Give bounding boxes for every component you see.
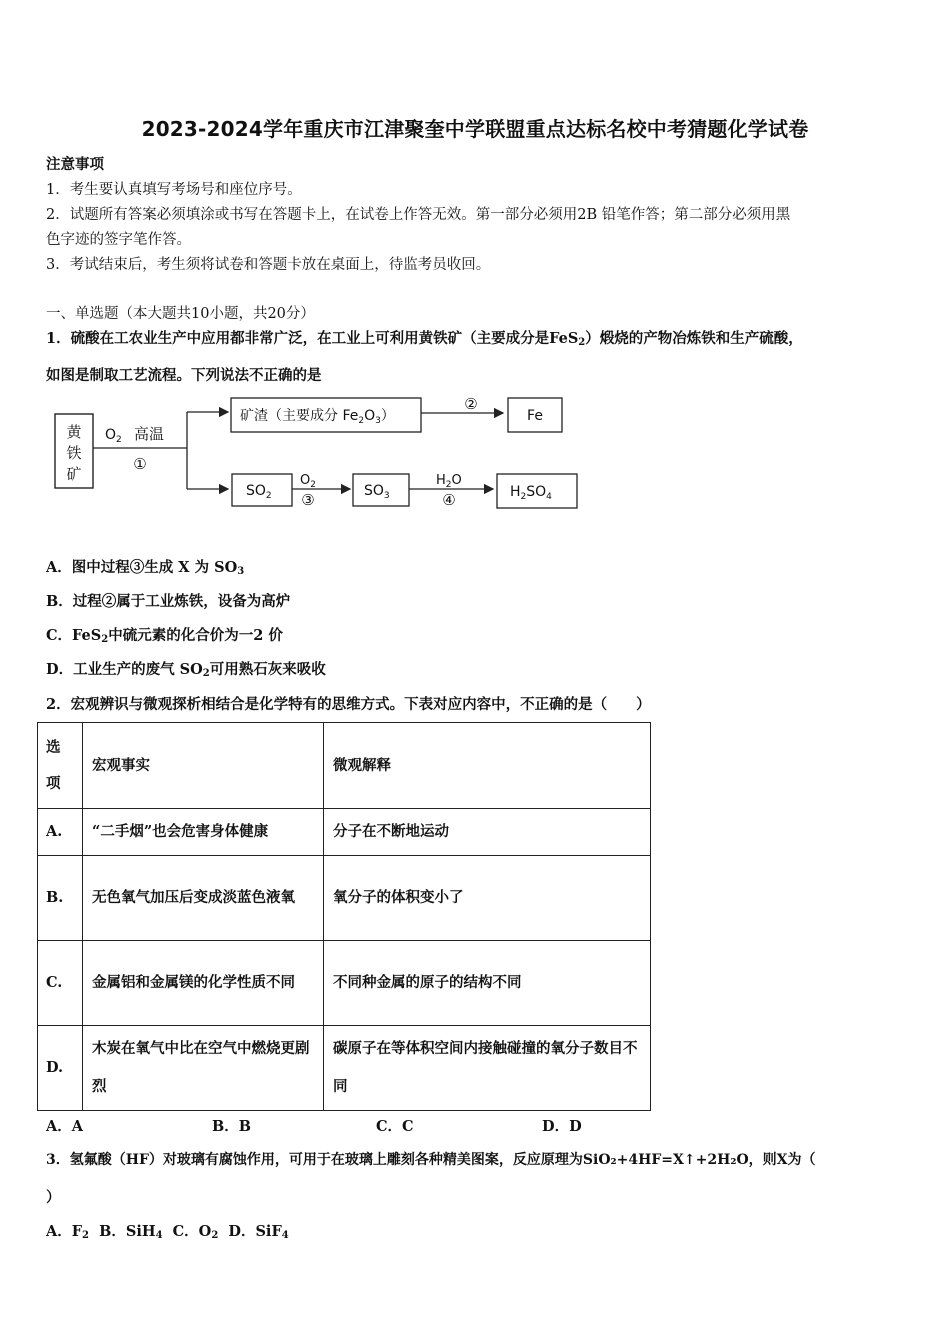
q1-stem-line2: 如图是制取工艺流程。下列说法不正确的是 (46, 367, 322, 384)
process-flow-diagram (50, 392, 590, 518)
q1-option-d: D．工业生产的废气 $SO_2$可用熟石灰来吸收 (46, 661, 326, 679)
step1-number: ① (133, 455, 147, 473)
ore-label: 矿 (66, 465, 82, 483)
step4-number: ④ (442, 491, 456, 509)
slag-label: 矿渣（主要成分 $Fe_2O_3$） (240, 408, 395, 426)
row-option: C. (38, 941, 83, 1026)
notice-item: 3．考试结束后，考生须将试卷和答题卡放在桌面上，待监考员收回。 (46, 257, 491, 273)
fe-label: Fe (527, 408, 543, 424)
step1-condition: 高温 (134, 425, 165, 443)
table-row (38, 1026, 651, 1111)
q1-option-b: B．过程②属于工业炼铁，设备为高炉 (46, 593, 291, 610)
row-micro: 分子在不断地运动 (324, 809, 651, 856)
table-row (38, 809, 651, 856)
row-macro: 金属铝和金属镁的化学性质不同 (83, 941, 324, 1026)
notice-item: 1．考生要认真填写考场号和座位序号。 (46, 182, 302, 198)
row-micro: 不同种金属的原子的结构不同 (324, 941, 651, 1026)
section-heading: 一、单选题（本大题共10小题，共20分） (46, 306, 315, 322)
q2-choices (46, 1115, 582, 1136)
row-micro: 碳原子在等体积空间内接触碰撞的氧分子数目不同 (324, 1026, 651, 1111)
notice-heading: 注意事项 (46, 156, 104, 173)
header-macro: 宏观事实 (83, 723, 324, 809)
q3-stem-line2: ） (46, 1189, 61, 1206)
q1-option-c: C．FeS$_2$中硫元素的化合价为一2 价 (46, 627, 283, 645)
table-row (38, 856, 651, 941)
step2-number: ② (464, 395, 478, 413)
so3-label: $SO_3$ (364, 483, 390, 501)
q3-options: A．$F_2$ B．SiH$_4$ C．$O_2$ D．SiF$_4$ (46, 1223, 289, 1241)
q3-stem-line1: 3．氢氟酸（HF）对玻璃有腐蚀作用，可用于在玻璃上雕刻各种精美图案，反应原理为SiO₂+4HF=X↑+2H₂O，则X为（ (46, 1152, 816, 1168)
q2-table (37, 722, 651, 1111)
notice-item: 2．试题所有答案必须填涂或书写在答题卡上，在试卷上作答无效。第一部分必须用2B 铅笔作答；第二部分必须用黑 (46, 207, 791, 223)
step1-reagent: $O_2$ (105, 427, 122, 445)
row-macro: “二手烟”也会危害身体健康 (83, 809, 324, 856)
ore-label: 铁 (66, 444, 82, 462)
notice-item: 色字迹的签字笔作答。 (46, 232, 191, 248)
row-option: D. (38, 1026, 83, 1111)
row-option: B. (38, 856, 83, 941)
exam-title: 2023-2024学年重庆市江津聚奎中学联盟重点达标名校中考猜题化学试卷 (141, 117, 809, 141)
step3-reagent: $O_2$ (300, 473, 316, 490)
choice: D．D (542, 1118, 582, 1135)
q1-stem-line1: 1．硫酸在工农业生产中应用都非常广泛，在工业上可利用黄铁矿（主要成分是FeS$_2$）煅烧的产物冶炼铁和生产硫酸， (46, 330, 803, 348)
q1-option-a: A．图中过程③生成 X 为 $SO_3$ (46, 559, 245, 577)
step4-reagent: $H_2O$ (436, 473, 462, 490)
ore-label: 黄 (66, 423, 82, 441)
row-option: A. (38, 809, 83, 856)
row-macro: 无色氧气加压后变成淡蓝色液氧 (83, 856, 324, 941)
choice: B．B (212, 1118, 252, 1135)
choice: C．C (376, 1118, 414, 1135)
table-row (38, 941, 651, 1026)
so2-label: $SO_2$ (246, 483, 272, 501)
table-header-row (38, 723, 651, 809)
step3-number: ③ (301, 491, 315, 509)
row-micro: 氧分子的体积变小了 (324, 856, 651, 941)
q2-stem: 2．宏观辨识与微观探析相结合是化学特有的思维方式。下表对应内容中，不正确的是（ ） (46, 696, 651, 713)
header-option: 选 项 (38, 723, 83, 809)
row-macro: 木炭在氧气中比在空气中燃烧更剧烈 (83, 1026, 324, 1111)
header-micro: 微观解释 (324, 723, 651, 809)
h2so4-label: $H_2SO_4$ (510, 484, 552, 502)
choice: A．A (46, 1118, 84, 1135)
